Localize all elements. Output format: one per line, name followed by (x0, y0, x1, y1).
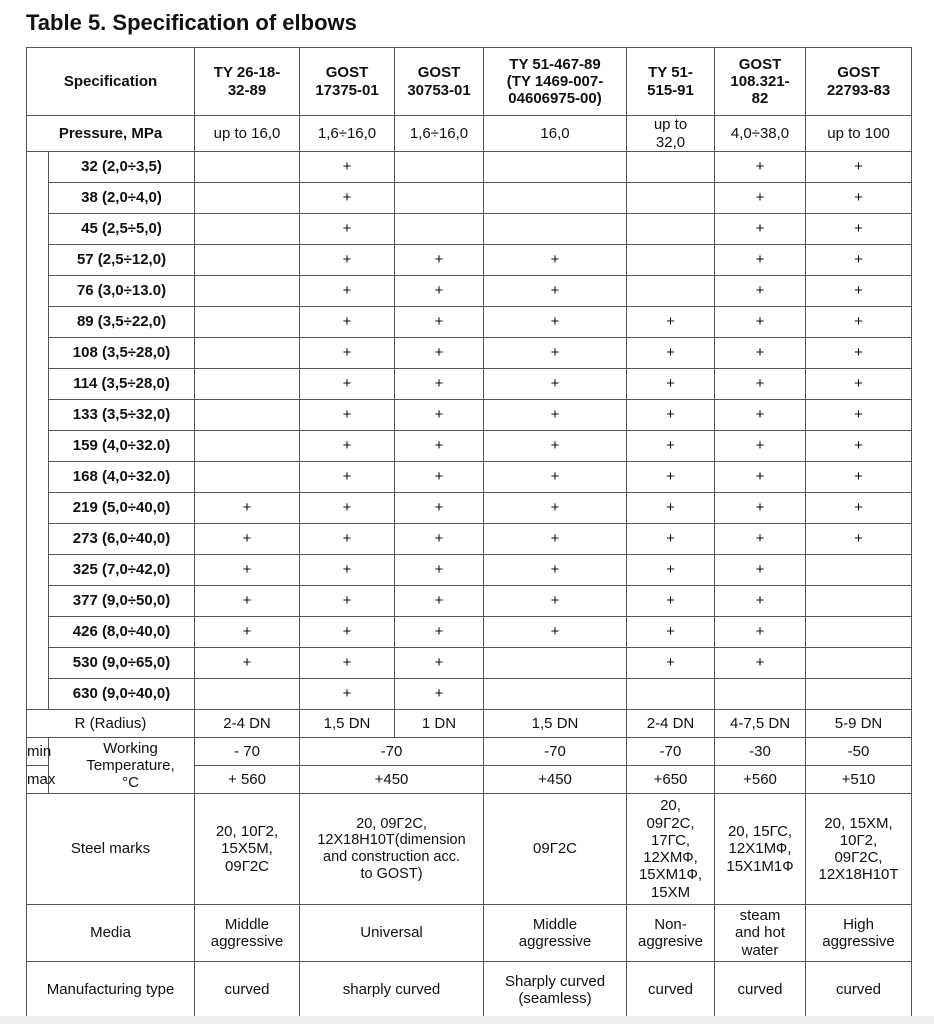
size-row (27, 214, 912, 245)
size-mark-cell: + (715, 648, 806, 679)
temp-max-cell: + 560 (195, 766, 300, 794)
size-mark-cell: + (627, 400, 715, 431)
size-mark-cell: + (806, 493, 912, 524)
size-mark-cell: + (484, 431, 627, 462)
col-header: GOST 17375-01 (300, 48, 395, 116)
size-row (27, 245, 912, 276)
size-row (27, 276, 912, 307)
size-mark-cell: + (715, 493, 806, 524)
size-mark-cell: + (627, 524, 715, 555)
size-mark-cell: + (806, 183, 912, 214)
temp-max-cell: +450 (484, 766, 627, 794)
manufacturing-cell: Sharply curved (seamless) (484, 962, 627, 1019)
size-mark-cell: + (806, 307, 912, 338)
size-mark-cell (806, 648, 912, 679)
size-mark-cell: + (395, 338, 484, 369)
size-mark-cell: + (395, 431, 484, 462)
size-mark-cell: + (484, 307, 627, 338)
temp-min-cell: -70 (300, 738, 484, 766)
size-label: 426 (8,0÷40,0) (49, 617, 195, 648)
temperature-label: Working Temperature, °C (49, 738, 195, 794)
size-mark-cell: + (806, 431, 912, 462)
temp-max-cell: +450 (300, 766, 484, 794)
size-mark-cell: + (300, 493, 395, 524)
size-mark-cell (195, 214, 300, 245)
size-mark-cell (627, 679, 715, 710)
size-mark-cell: + (195, 555, 300, 586)
size-mark-cell: + (395, 617, 484, 648)
size-mark-cell: + (627, 648, 715, 679)
media-cell: Universal (300, 905, 484, 962)
size-mark-cell: + (300, 369, 395, 400)
size-mark-cell: + (484, 338, 627, 369)
pressure-label: Pressure, MPa (27, 116, 195, 152)
size-mark-cell: + (395, 462, 484, 493)
size-mark-cell: + (715, 462, 806, 493)
size-mark-cell (195, 400, 300, 431)
size-mark-cell (627, 152, 715, 183)
size-mark-cell: + (300, 586, 395, 617)
size-mark-cell: + (484, 245, 627, 276)
size-mark-cell: + (484, 617, 627, 648)
size-mark-cell (806, 555, 912, 586)
size-row (27, 555, 912, 586)
size-mark-cell: + (484, 276, 627, 307)
pressure-cell: up to 16,0 (195, 116, 300, 152)
size-mark-cell: + (715, 276, 806, 307)
size-mark-cell: + (806, 369, 912, 400)
radius-cell: 5-9 DN (806, 710, 912, 738)
size-mark-cell: + (715, 183, 806, 214)
manufacturing-cell: curved (195, 962, 300, 1019)
size-mark-cell: + (300, 431, 395, 462)
steel-cell: 20, 15ХМ, 10Г2, 09Г2С, 12Х18Н10Т (806, 794, 912, 905)
radius-cell: 1 DN (395, 710, 484, 738)
col-header: TY 51- 515-91 (627, 48, 715, 116)
steel-cell: 20, 09Г2С, 17ГС, 12ХМФ, 15ХМ1Ф, 15ХМ (627, 794, 715, 905)
size-mark-cell: + (715, 214, 806, 245)
pressure-cell: up to 100 (806, 116, 912, 152)
size-label: 32 (2,0÷3,5) (49, 152, 195, 183)
temp-min-cell: - 70 (195, 738, 300, 766)
size-mark-cell: + (806, 245, 912, 276)
col-header: GOST 108.321- 82 (715, 48, 806, 116)
radius-cell: 4-7,5 DN (715, 710, 806, 738)
size-mark-cell: + (627, 462, 715, 493)
size-mark-cell (195, 245, 300, 276)
media-row (27, 905, 912, 962)
pressure-row (27, 116, 912, 152)
steel-cell: 20, 09Г2С, 12Х18Н10Т(dimension and construction acc. to GOST) (300, 794, 484, 905)
media-cell: High aggressive (806, 905, 912, 962)
size-label: 273 (6,0÷40,0) (49, 524, 195, 555)
size-label: 377 (9,0÷50,0) (49, 586, 195, 617)
size-mark-cell: + (627, 431, 715, 462)
size-mark-cell (195, 338, 300, 369)
size-mark-cell (395, 152, 484, 183)
size-mark-cell: + (300, 276, 395, 307)
table-title: Table 5. Specification of elbows (26, 10, 357, 35)
size-mark-cell: + (627, 586, 715, 617)
size-row (27, 338, 912, 369)
temp-max-cell: +510 (806, 766, 912, 794)
size-label: 89 (3,5÷22,0) (49, 307, 195, 338)
size-mark-cell: + (715, 152, 806, 183)
size-label: 325 (7,0÷42,0) (49, 555, 195, 586)
pressure-cell: up to 32,0 (627, 116, 715, 152)
size-mark-cell (715, 679, 806, 710)
size-mark-cell: + (395, 648, 484, 679)
manufacturing-cell: curved (627, 962, 715, 1019)
size-mark-cell: + (715, 555, 806, 586)
size-mark-cell (627, 183, 715, 214)
steel-cell: 20, 10Г2, 15Х5М, 09Г2С (195, 794, 300, 905)
size-row (27, 679, 912, 710)
size-mark-cell: + (715, 307, 806, 338)
size-mark-cell: + (715, 431, 806, 462)
size-mark-cell: + (395, 586, 484, 617)
size-mark-cell: + (300, 617, 395, 648)
size-row (27, 617, 912, 648)
size-label: 159 (4,0÷32.0) (49, 431, 195, 462)
size-mark-cell: + (627, 493, 715, 524)
radius-row (27, 710, 912, 738)
size-mark-cell: + (300, 555, 395, 586)
size-row (27, 152, 912, 183)
size-mark-cell: + (715, 586, 806, 617)
col-header: GOST 30753-01 (395, 48, 484, 116)
steel-label: Steel marks (27, 794, 195, 905)
size-mark-cell (195, 152, 300, 183)
steel-cell: 09Г2С (484, 794, 627, 905)
size-mark-cell: + (484, 462, 627, 493)
elbow-spec-table (26, 47, 912, 1019)
size-mark-cell: + (300, 679, 395, 710)
manufacturing-cell: curved (715, 962, 806, 1019)
size-mark-cell: + (195, 524, 300, 555)
size-mark-cell: + (395, 493, 484, 524)
size-mark-cell: + (195, 617, 300, 648)
size-mark-cell: + (395, 245, 484, 276)
size-mark-cell: + (715, 400, 806, 431)
pressure-cell: 1,6÷16,0 (395, 116, 484, 152)
size-mark-cell: + (300, 183, 395, 214)
size-mark-cell (627, 276, 715, 307)
size-mark-cell (195, 462, 300, 493)
temperature-min-row (27, 738, 912, 766)
manufacturing-label: Manufacturing type (27, 962, 195, 1019)
size-label: 76 (3,0÷13.0) (49, 276, 195, 307)
size-mark-cell: + (300, 152, 395, 183)
size-mark-cell: + (484, 400, 627, 431)
size-mark-cell: + (806, 400, 912, 431)
size-label: 133 (3,5÷32,0) (49, 400, 195, 431)
spec-header-cell: Specification (27, 48, 195, 116)
temp-min-cell: -70 (627, 738, 715, 766)
size-mark-cell (395, 183, 484, 214)
media-cell: steam and hot water (715, 905, 806, 962)
size-label: 168 (4,0÷32.0) (49, 462, 195, 493)
size-mark-cell (806, 679, 912, 710)
size-row (27, 431, 912, 462)
size-label: 114 (3,5÷28,0) (49, 369, 195, 400)
size-label: 45 (2,5÷5,0) (49, 214, 195, 245)
size-label: 38 (2,0÷4,0) (49, 183, 195, 214)
col-header: TY 26-18- 32-89 (195, 48, 300, 116)
size-mark-cell: + (806, 152, 912, 183)
temp-max-cell: +560 (715, 766, 806, 794)
temp-max-label: max (27, 766, 49, 794)
header-row (27, 48, 912, 116)
size-row (27, 369, 912, 400)
size-label: 630 (9,0÷40,0) (49, 679, 195, 710)
size-row (27, 586, 912, 617)
size-mark-cell: + (300, 214, 395, 245)
size-mark-cell: + (715, 617, 806, 648)
temp-min-cell: -30 (715, 738, 806, 766)
size-mark-cell (484, 214, 627, 245)
size-mark-cell: + (195, 586, 300, 617)
size-label: 57 (2,5÷12,0) (49, 245, 195, 276)
size-mark-cell: + (484, 555, 627, 586)
size-row (27, 493, 912, 524)
manufacturing-row (27, 962, 912, 1019)
temp-min-cell: -70 (484, 738, 627, 766)
size-mark-cell: + (395, 679, 484, 710)
size-mark-cell: + (300, 338, 395, 369)
size-mark-cell: + (806, 214, 912, 245)
size-mark-cell: + (806, 462, 912, 493)
size-group-cell (27, 152, 49, 710)
size-mark-cell: + (627, 555, 715, 586)
media-cell: Middle aggressive (484, 905, 627, 962)
size-mark-cell (806, 617, 912, 648)
size-mark-cell: + (484, 369, 627, 400)
size-mark-cell: + (627, 369, 715, 400)
size-mark-cell: + (484, 586, 627, 617)
size-mark-cell: + (395, 400, 484, 431)
pressure-cell: 4,0÷38,0 (715, 116, 806, 152)
size-mark-cell: + (484, 524, 627, 555)
size-mark-cell (627, 245, 715, 276)
size-row (27, 462, 912, 493)
size-mark-cell: + (195, 648, 300, 679)
size-mark-cell: + (395, 369, 484, 400)
size-mark-cell: + (300, 524, 395, 555)
size-mark-cell (395, 214, 484, 245)
media-cell: Middle aggressive (195, 905, 300, 962)
size-mark-cell: + (300, 648, 395, 679)
size-mark-cell: + (300, 462, 395, 493)
radius-label: R (Radius) (27, 710, 195, 738)
size-mark-cell: + (300, 400, 395, 431)
size-row (27, 400, 912, 431)
size-mark-cell: + (395, 276, 484, 307)
media-cell: Non- aggresive (627, 905, 715, 962)
size-mark-cell: + (627, 338, 715, 369)
size-mark-cell: + (484, 493, 627, 524)
size-mark-cell: + (300, 307, 395, 338)
size-mark-cell (195, 679, 300, 710)
col-header: TY 51-467-89 (TY 1469-007- 04606975-00) (484, 48, 627, 116)
temp-min-cell: -50 (806, 738, 912, 766)
radius-cell: 1,5 DN (300, 710, 395, 738)
size-mark-cell (484, 679, 627, 710)
size-mark-cell (484, 152, 627, 183)
size-mark-cell (195, 183, 300, 214)
size-mark-cell (195, 307, 300, 338)
pressure-cell: 1,6÷16,0 (300, 116, 395, 152)
radius-cell: 1,5 DN (484, 710, 627, 738)
size-mark-cell: + (300, 245, 395, 276)
temp-min-label: min (27, 738, 49, 766)
size-mark-cell: + (715, 245, 806, 276)
size-mark-cell (195, 276, 300, 307)
radius-cell: 2-4 DN (195, 710, 300, 738)
size-row (27, 307, 912, 338)
pressure-cell: 16,0 (484, 116, 627, 152)
size-mark-cell: + (395, 307, 484, 338)
size-mark-cell (195, 369, 300, 400)
radius-cell: 2-4 DN (627, 710, 715, 738)
size-label: 530 (9,0÷65,0) (49, 648, 195, 679)
size-mark-cell (484, 648, 627, 679)
size-mark-cell: + (715, 369, 806, 400)
size-mark-cell: + (715, 338, 806, 369)
size-mark-cell: + (806, 338, 912, 369)
page-bottom-strip (0, 1016, 934, 1024)
size-mark-cell: + (806, 276, 912, 307)
temp-max-cell: +650 (627, 766, 715, 794)
size-mark-cell: + (627, 617, 715, 648)
steel-cell: 20, 15ГС, 12Х1МФ, 15Х1М1Ф (715, 794, 806, 905)
size-row (27, 183, 912, 214)
size-row (27, 648, 912, 679)
manufacturing-cell: sharply curved (300, 962, 484, 1019)
size-label: 108 (3,5÷28,0) (49, 338, 195, 369)
size-mark-cell: + (715, 524, 806, 555)
size-mark-cell (806, 586, 912, 617)
steel-marks-row (27, 794, 912, 905)
size-mark-cell: + (195, 493, 300, 524)
size-mark-cell (627, 214, 715, 245)
size-mark-cell (195, 431, 300, 462)
size-mark-cell: + (395, 555, 484, 586)
media-label: Media (27, 905, 195, 962)
size-mark-cell: + (395, 524, 484, 555)
size-mark-cell: + (627, 307, 715, 338)
size-mark-cell (484, 183, 627, 214)
size-row (27, 524, 912, 555)
size-label: 219 (5,0÷40,0) (49, 493, 195, 524)
col-header: GOST 22793-83 (806, 48, 912, 116)
manufacturing-cell: curved (806, 962, 912, 1019)
size-mark-cell: + (806, 524, 912, 555)
